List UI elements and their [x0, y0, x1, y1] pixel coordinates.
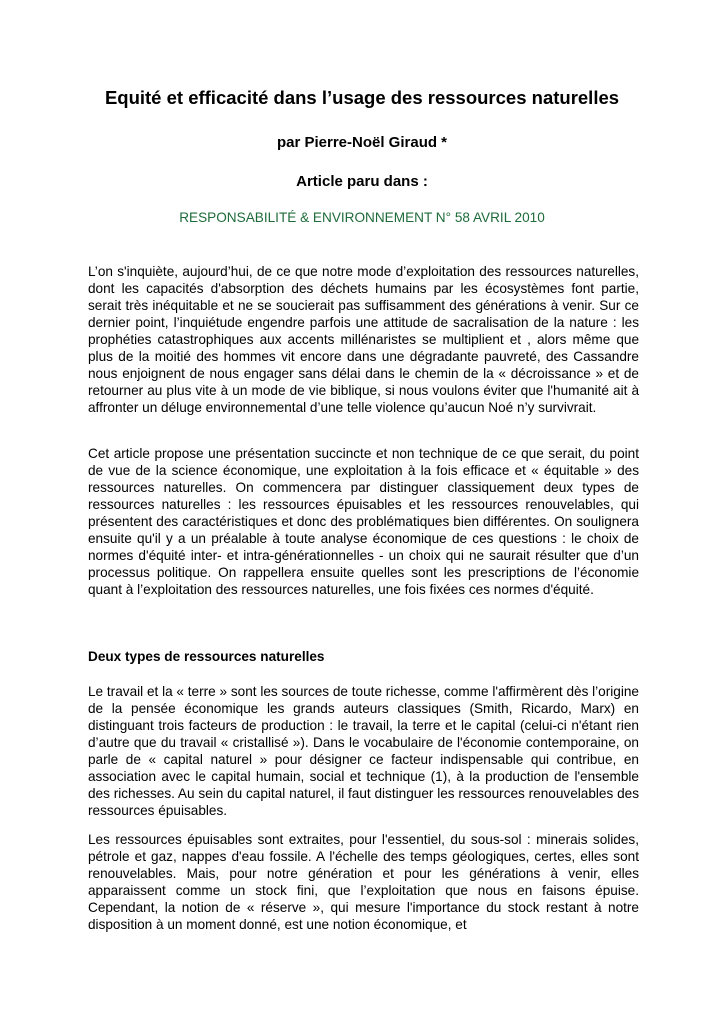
document-title: Equité et efficacité dans l’usage des ressources naturelles [104, 87, 620, 108]
section-paragraph-1: Le travail et la « terre » sont les sources de toute richesse, comme l'affirmèrent dès l’origine de la pensée économique les grands auteurs classiques (Smith, Ricardo, Marx) en distinguant trois facteurs de production : le travail, la terre et le capital (celui-ci n'étant rien d’autre que du travail « cristallisé »). Dans le vocabulaire de l'économie contemporaine, on parle de « capital naturel » pour désigner ce facteur indispensable qui contribue, en association avec le capital humain, social et technique (1), à la production de l'ensemble des richesses. Au sein du capital naturel, il faut distinguer les ressources renouvelables des ressources épuisables. [88, 684, 639, 818]
section-paragraph-2: Les ressources épuisables sont extraites, pour l'essentiel, du sous-sol : minerais solides, pétrole et gaz, nappes d'eau fossile. A l'échelle des temps géologiques, certes, elles sont renouvelables. Mais, pour notre génération et pour les générations à venir, elles apparaissent comme un stock fini, que l’exploitation que nous en faisons épuise. Cependant, la notion de « réserve », qui mesure l'importance du stock restant à notre disposition à un moment donné, est une notion économique, et [88, 832, 639, 932]
journal-reference: RESPONSABILITÉ & ENVIRONNEMENT N° 58 AVRIL 2010 [179, 210, 545, 225]
intro-paragraph-2: Cet article propose une présentation succincte et non technique de ce que serait, du point de vue de la science économique, une exploitation à la fois efficace et « équitable » des ressources naturelles. On commencera par distinguer classiquement deux types de ressources naturelles : les ressources épuisables et les ressources renouvelables, qui présentent des caractéristiques et donc des problématiques bien différentes. On soulignera ensuite qu'il y a un préalable à toute analyse économique de ces questions : le choix de normes d'équité inter- et intra-générationnelles - un choix qui ne saurait résulter que d’un processus politique. On rappellera ensuite quelles sont les prescriptions de l’économie quant à l’exploitation des ressources naturelles, une fois fixées ces normes d'équité. [88, 446, 639, 597]
intro-paragraph-1: L’on s'inquiète, aujourd’hui, de ce que notre mode d’exploitation des ressources naturelles, dont les capacités d'absorption des déchets humains par les écosystèmes font partie, serait très inéquitable et ne se soucierait pas suffisamment des générations à venir. Sur ce dernier point, l’inquiétude engendre parfois une attitude de sacralisation de la nature : les prophéties catastrophiques aux accents millénaristes se multiplient et , alors même que plus de la moitié des hommes vit encore dans une dégradante pauvreté, des Cassandre nous enjoignent de nous engager sans délai dans le chemin de la « décroissance » et de retourner au plus vite à un mode de vie biblique, si nous voulons éviter que l'humanité ait à affronter un déluge environnemental d’une telle violence qu’aucun Noé n’y survivrait. [88, 264, 639, 415]
published-in-label: Article paru dans : [296, 173, 428, 190]
section-heading: Deux types de ressources naturelles [88, 649, 325, 664]
author-line: par Pierre-Noël Giraud * [276, 134, 448, 151]
